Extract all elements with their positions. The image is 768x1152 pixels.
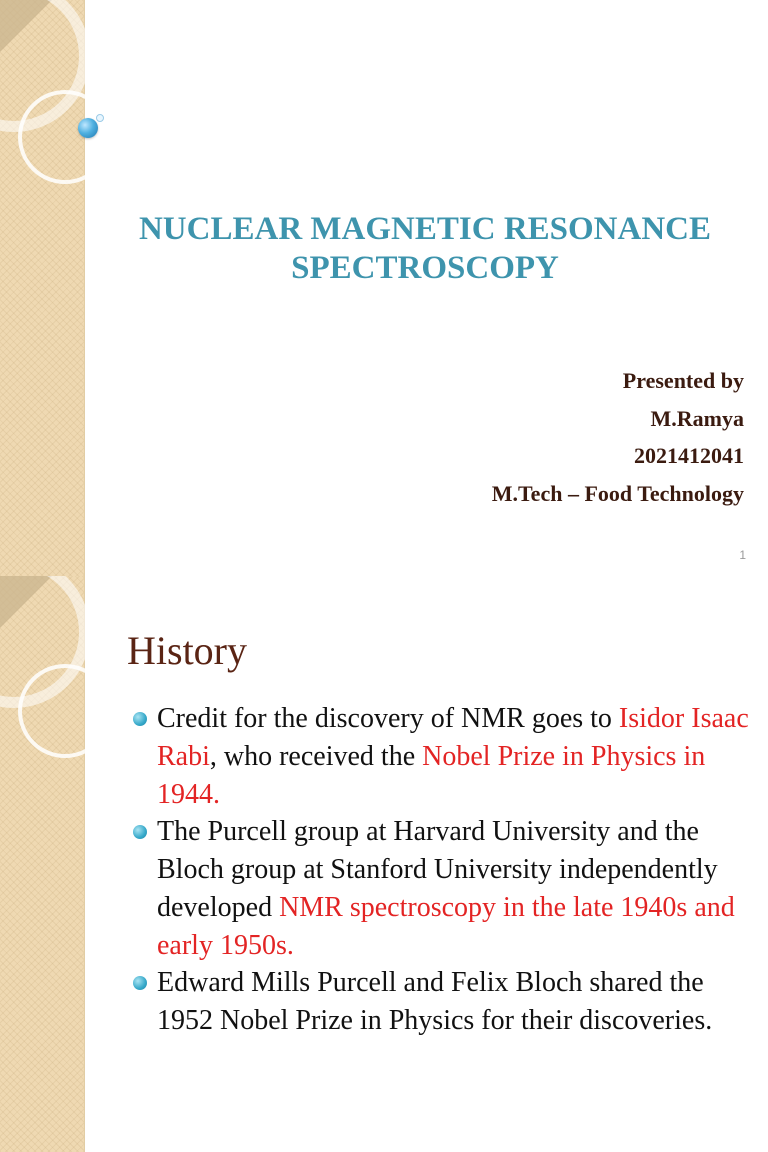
presenter-id: 2021412041: [634, 443, 744, 468]
bullet-icon: [133, 712, 147, 726]
list-item: [132, 813, 752, 965]
ring-decoration: [18, 664, 112, 758]
highlight-text: NMR spectroscopy in the late 1940s and early 1950s.: [157, 892, 735, 961]
blue-sphere-decoration: [78, 118, 98, 138]
bullet-text: The Purcell group at Harvard University and the Bloch group at Stanford University independently developed: [157, 816, 718, 923]
presentation-title: [110, 210, 740, 288]
small-sphere-decoration: [96, 114, 104, 122]
presenter-name: M.Ramya: [650, 405, 744, 431]
title-line-1: NUCLEAR MAGNETIC RESONANCE: [138, 211, 712, 247]
bullet-text: Edward Mills Purcell and Felix Bloch shared the 1952 Nobel Prize in Physics for their discoveries.: [157, 967, 713, 1036]
decorative-side-strip: [0, 0, 85, 576]
highlight-text: Nobel Prize in Physics in 1944.: [157, 741, 706, 810]
bullet-text: Credit for the discovery of NMR goes to: [157, 703, 619, 734]
slide-title: History: [127, 628, 247, 673]
bullet-text: , who received the: [209, 741, 423, 772]
bullet-icon: [133, 976, 147, 990]
slide-number: 1: [739, 548, 746, 562]
bullet-list: [132, 700, 752, 1039]
history-slide: [0, 576, 768, 1152]
list-item: [132, 964, 752, 1040]
title-line-2: SPECTROSCOPY: [291, 250, 559, 286]
decorative-side-strip: [0, 576, 85, 1152]
presenter-program: M.Tech – Food Technology: [491, 480, 744, 506]
ring-decoration: [18, 90, 112, 184]
highlight-text: Isidor Isaac Rabi: [157, 703, 749, 772]
list-item: [132, 700, 752, 814]
presenter-label: Presented by: [622, 368, 744, 393]
bullet-icon: [133, 825, 147, 839]
presenter-block: [492, 362, 744, 512]
